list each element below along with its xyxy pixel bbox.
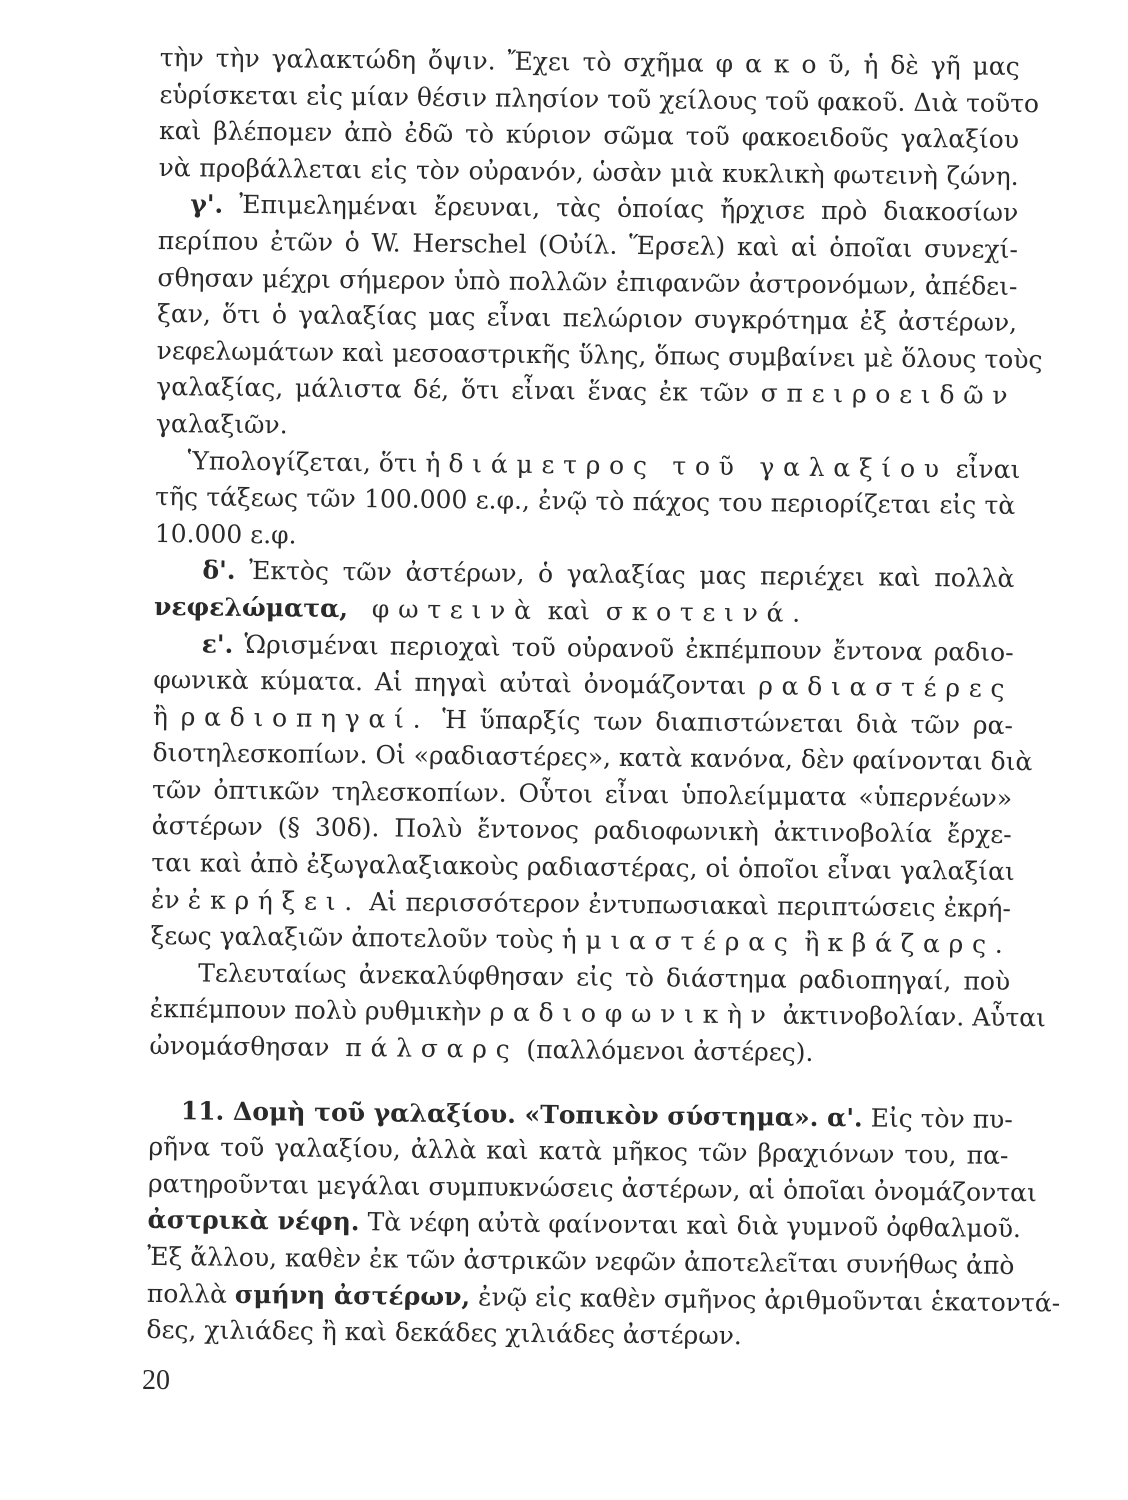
page-text-block (146, 40, 1061, 1358)
text-run: Ἐπιμελημέναι ἔρευναι, τὰς ὁποίας ἤρχισε πρὸ διακοσίων (239, 190, 1019, 228)
spaced-emphasis: ραδιοπηγαί. (180, 701, 430, 734)
spaced-emphasis: σκοτεινά. (605, 596, 810, 628)
text-run: ἢ (152, 701, 169, 731)
paragraph-line: διοτηλεσκοπίων. Οἱ «ραδιαστέρες», κατὰ κανόνα, δὲν φαίνονται διὰ (152, 738, 1033, 777)
text-run: Ὑπολογίζεται, ὅτι ἡ (187, 445, 441, 478)
text-run: Ὡρισμέναι περιοχαὶ τοῦ οὐρανοῦ ἐκπέμπουν ἔντονα ραδιο- (244, 629, 1014, 667)
section-marker-gamma: γ'. (190, 189, 224, 220)
text-run: ἐν (150, 884, 180, 914)
paragraph-line: γαλαξιῶν. (155, 408, 288, 440)
text-run: πολλὰ (146, 1278, 228, 1309)
bold-term: σμήνη ἀστέρων, (234, 1279, 471, 1311)
paragraph-line: ἀστέρων (§ 30δ). Πολὺ ἔντονος ραδιοφωνικὴ ἀκτινοβολία ἔρχε- (151, 811, 1012, 850)
text-run: ξεως γαλαξιῶν ἀποτελοῦν τοὺς (150, 921, 554, 955)
text-run: ἐνῷ εἰς καθὲν σμῆνος ἀριθμοῦνται ἑκατοντά- (477, 1281, 1061, 1318)
spaced-emphasis: σπειροειδῶν (760, 378, 1017, 411)
text-run: Τὰ νέφη αὐτὰ φαίνονται καὶ διὰ γυμνοῦ ὀφθαλμοῦ. (367, 1207, 1022, 1244)
bold-term: νεφελώματα, (153, 591, 349, 623)
text-run: γαλαξίας, μάλιστα δέ, ὅτι εἶναι ἕνας ἐκ τῶν (156, 372, 750, 408)
bold-term: ἀστρικὰ νέφη. (147, 1205, 360, 1237)
paragraph-line: τῶν ὀπτικῶν τηλεσκοπίων. Οὗτοι εἶναι ὑπολείμματα «ὑπερνέων» (152, 774, 1013, 813)
paragraph-line: ρατηροῦνται μεγάλαι συμπυκνώσεις ἀστέρων, αἱ ὁποῖαι ὀνομάζονται (147, 1168, 1037, 1208)
text-run: ὠνομάσθησαν (149, 1030, 330, 1062)
paragraph-line: 10.000 ε.φ. (154, 518, 297, 550)
text-run: Ἡ ὕπαρξίς των διαπιστώνεται διὰ τῶν ρα- (442, 704, 1014, 740)
paragraph-line: σθησαν μέχρι σήμερον ὑπὸ πολλῶν ἐπιφανῶν ἀστρονόμων, ἀπέδει- (157, 262, 1018, 301)
text-run: Αἱ περισσότερον ἐντυπωσιακαὶ περιπτώσεις ἐκρή- (369, 886, 1012, 923)
paragraph-line: Ἐξ ἄλλου, καθὲν ἐκ τῶν ἀστρικῶν νεφῶν ἀποτελεῖται συνήθως ἀπὸ (147, 1241, 1015, 1281)
spaced-emphasis: κβάζαρς. (827, 928, 1012, 960)
text-run: εἶναι (955, 453, 1021, 484)
spaced-emphasis: διάμετρος τοῦ γαλαξίου (448, 448, 948, 483)
text-run: ἢ (804, 928, 820, 958)
text-run: ἐκπέμπουν πολὺ ρυθμικὴν (149, 994, 482, 1027)
paragraph-line: καὶ βλέπομεν ἀπὸ ἐδῶ τὸ κύριον σῶμα τοῦ φακοειδοῦς γαλαξίου (158, 116, 1020, 155)
section-11-heading: 11. Δομὴ τοῦ γαλαξίου. «Τοπικὸν σύστημα». α'. (180, 1095, 863, 1133)
section-marker-epsilon: ε'. (201, 628, 234, 659)
text-run: καὶ (547, 595, 591, 626)
paragraph-line: τὴν τὴν γαλακτώδη ὄψιν. Ἔχει τὸ σχῆμα φ α κ ο ῦ, ἡ δὲ γῆ μας (159, 42, 1020, 82)
paragraph-line: ρῆνα τοῦ γαλαξίου, ἀλλὰ καὶ κατὰ μῆκος τῶν βραχιόνων του, πα- (148, 1132, 1009, 1171)
paragraph-line: νὰ προβάλλεται εἰς τὸν οὐρανόν, ὡσὰν μιὰ κυκλικὴ φωτεινὴ ζώνη. (158, 152, 1019, 191)
spaced-emphasis: φωτεινὰ (371, 594, 540, 625)
page-number: 20 (142, 1365, 170, 1396)
text-run: φωνικὰ κύματα. Αἱ πηγαὶ αὐταὶ ὀνομάζονται (153, 665, 747, 701)
paragraph-line: περίπου ἐτῶν ὁ W. Herschel (Οὐίλ. Ἕρσελ) καὶ αἱ ὁποῖαι συνεχί- (157, 225, 1019, 264)
paragraph-line: εὑρίσκεται εἰς μίαν θέσιν πλησίον τοῦ χείλους τοῦ φακοῦ. Διὰ τοῦτο (159, 79, 1040, 118)
paragraph-line: ται καὶ ἀπὸ ἐξωγαλαξιακοὺς ραδιαστέρας, οἱ ὁποῖοι εἶναι γαλαξίαι (151, 848, 1015, 887)
paragraph-line: ξαν, ὅτι ὁ γαλαξίας μας εἶναι πελώριον συγκρότημα ἐξ ἀστέρων, (156, 299, 1018, 338)
spaced-emphasis: ραδιοφωνικὴν (489, 997, 775, 1030)
paragraph-pulsars-line: Τελευταίως ἀνεκαλύφθησαν εἰς τὸ διάστημα ραδιοπηγαί, ποὺ (198, 958, 1011, 996)
spaced-emphasis: ἡμιαστέρας (561, 925, 797, 957)
spaced-emphasis: ἐκρήξει. (187, 884, 362, 916)
paragraph-line: τῆς τάξεως τῶν 100.000 ε.φ., ἐνῷ τὸ πάχος του περιορίζεται εἰς τὰ (155, 482, 1016, 521)
text-run: ἀκτινοβολίαν. Αὗται (782, 1001, 1047, 1033)
paragraph-line: νεφελωμάτων καὶ μεσοαστρικῆς ὕλης, ὅπως συμβαίνει μὲ ὅλους τοὺς (156, 335, 1043, 375)
spaced-emphasis: ραδιαστέρες (758, 671, 1014, 704)
paragraph-line: δες, χιλιάδες ἢ καὶ δεκάδες χιλιάδες ἀστέρων. (146, 1315, 742, 1351)
spaced-emphasis: πάλσαρς (345, 1033, 519, 1064)
text-run: (παλλόμενοι ἀστέρες). (526, 1034, 814, 1067)
text-run: Ἐκτὸς τῶν ἀστέρων, ὁ γαλαξίας μας περιέχει καὶ πολλὰ (248, 556, 1015, 594)
section-marker-delta: δ'. (202, 555, 236, 586)
text-run: Εἰς τὸν πυ- (870, 1103, 1013, 1134)
